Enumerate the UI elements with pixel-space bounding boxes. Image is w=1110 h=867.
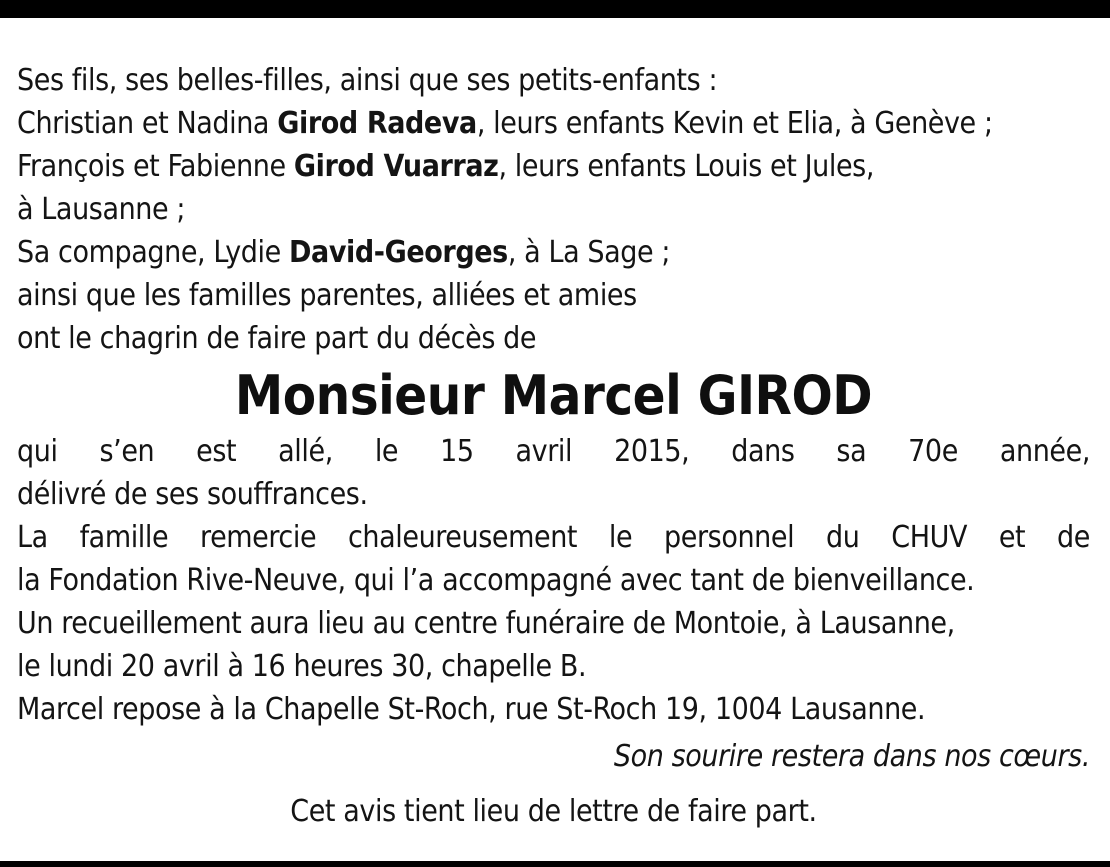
family-2-name: Girod Vuarraz	[293, 149, 499, 184]
family-1-prefix: Christian et Nadina	[17, 106, 278, 141]
ceremony-line-2: le lundi 20 avril à 16 heures 30, chapelle B.	[17, 649, 587, 684]
companion-suffix: , à La Sage ;	[507, 235, 671, 270]
death-line-2: délivré de ses souffrances.	[17, 477, 368, 512]
relatives-line: ainsi que les familles parentes, alliées et amies	[17, 278, 637, 313]
family-line-1	[17, 102, 1090, 145]
family-2-prefix: François et Fabienne	[17, 149, 294, 184]
notice-body	[17, 59, 1090, 833]
family-2-place: à Lausanne ;	[17, 192, 186, 227]
thanks-line-2: la Fondation Rive-Neuve, qui l’a accompagné avec tant de bienveillance.	[17, 563, 975, 598]
companion-line	[17, 231, 1090, 274]
motto-line: Son sourire restera dans nos cœurs.	[613, 739, 1090, 774]
death-line-1: qui s’en est allé, le 15 avril 2015, dans sa 70e année,	[17, 434, 1090, 469]
thanks-line-1: La famille remercie chaleureusement le personnel du CHUV et de	[17, 520, 1090, 555]
closing-line: Cet avis tient lieu de lettre de faire part.	[290, 794, 817, 829]
family-1-name: Girod Radeva	[277, 106, 477, 141]
intro-line: Ses fils, ses belles-filles, ainsi que ses petits-enfants :	[17, 63, 718, 98]
bottom-border-rule	[0, 861, 1110, 867]
family-1-suffix: , leurs enfants Kevin et Elia, à Genève ;	[476, 106, 993, 141]
family-2-suffix: , leurs enfants Louis et Jules,	[498, 149, 875, 184]
top-border-rule	[0, 0, 1110, 18]
ceremony-line-1: Un recueillement aura lieu au centre funéraire de Montoie, à Lausanne,	[17, 606, 955, 641]
rest-place-line: Marcel repose à la Chapelle St-Roch, rue St-Roch 19, 1004 Lausanne.	[17, 692, 926, 727]
announcement-line: ont le chagrin de faire part du décès de	[17, 321, 537, 356]
companion-name: David-Georges	[289, 235, 508, 270]
deceased-name: Monsieur Marcel GIROD	[234, 364, 873, 427]
family-line-2	[17, 145, 1090, 188]
companion-prefix: Sa compagne, Lydie	[17, 235, 290, 270]
